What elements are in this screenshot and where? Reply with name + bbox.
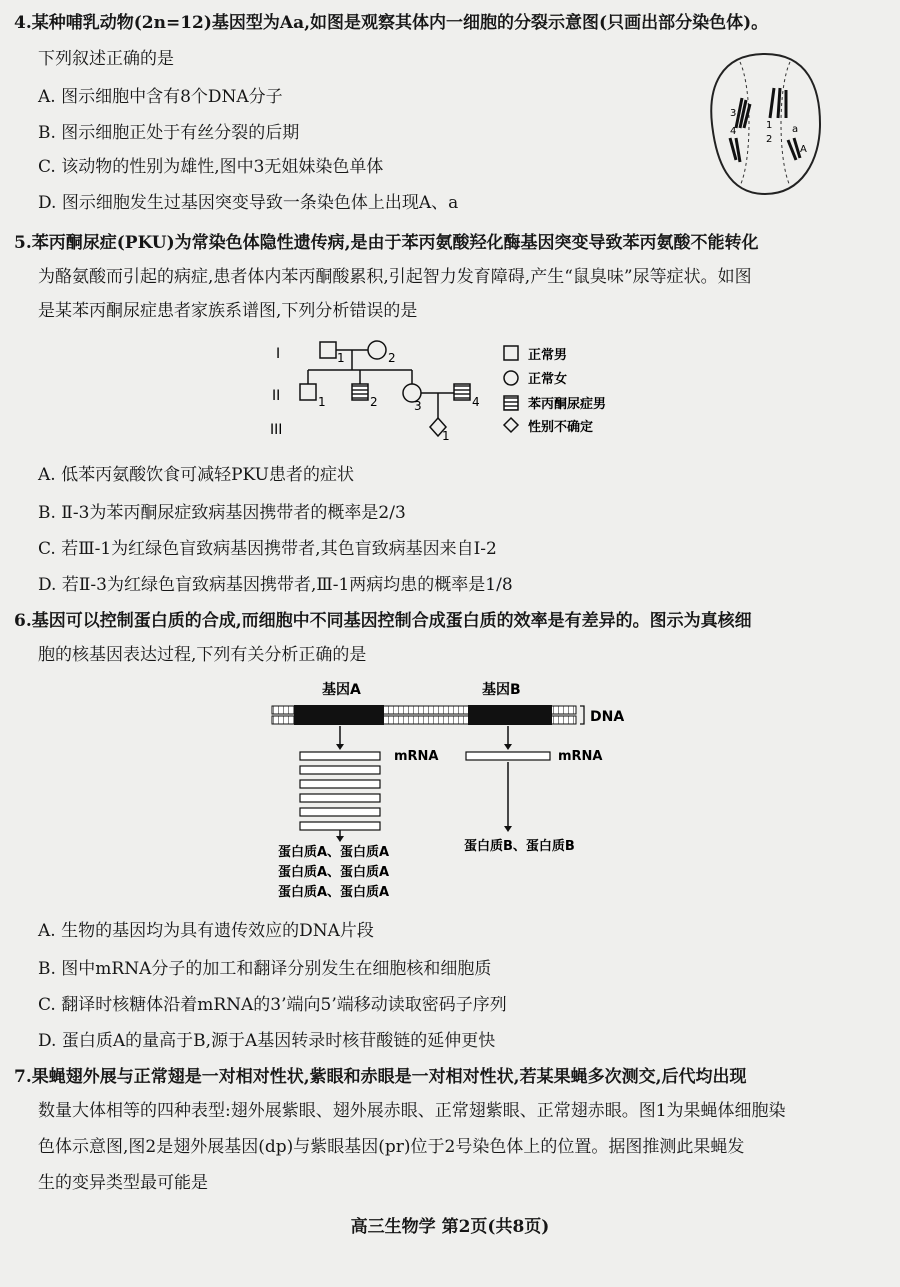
q4-fig-label-2: 2 xyxy=(766,134,773,145)
q4-fig-label-3: 3 xyxy=(730,108,737,119)
q5-stem-line3: 是某苯丙酮尿症患者家族系谱图,下列分析错误的是 xyxy=(38,301,418,321)
q4-stem-line1: 4.某种哺乳动物(2n=12)基因型为Aa,如图是观察其体内一细胞的分裂示意图(只画出部分染色体)。 xyxy=(14,13,769,33)
q6-option-a: A. 生物的基因均为具有遗传效应的DNA片段 xyxy=(38,921,374,941)
q4-option-a: A. 图示细胞中含有8个DNA分子 xyxy=(38,87,283,107)
q5-option-a: A. 低苯丙氨酸饮食可减轻PKU患者的症状 xyxy=(38,465,354,485)
q4-fig-label-4: 4 xyxy=(730,126,737,137)
legend-pku-male: 苯丙酮尿症男 xyxy=(528,397,607,412)
protein-a-line3: 蛋白质A、蛋白质A xyxy=(278,885,390,900)
q6-option-c: C. 翻译时核糖体沿着mRNA的3’端向5’端移动读取密码子序列 xyxy=(38,995,507,1015)
legend-sex-unknown: 性别不确定 xyxy=(528,420,594,435)
q4-fig-label-A: A xyxy=(800,144,807,155)
q6-option-b: B. 图中mRNA分子的加工和翻译分别发生在细胞核和细胞质 xyxy=(38,959,492,979)
q4-stem-line2: 下列叙述正确的是 xyxy=(38,49,174,69)
q6-stem-line2: 胞的核基因表达过程,下列有关分析正确的是 xyxy=(38,645,367,665)
q5-pedigree-chart xyxy=(268,336,628,440)
legend-normal-male: 正常男 xyxy=(528,348,568,363)
mrna-b-label: mRNA xyxy=(558,749,603,764)
q4-fig-label-a: a xyxy=(792,124,799,135)
q4-option-d: D. 图示细胞发生过基因突变导致一条染色体上出现A、a xyxy=(38,193,459,213)
pedigree-I-1-label: 1 xyxy=(337,351,345,365)
protein-a-line2: 蛋白质A、蛋白质A xyxy=(278,865,390,880)
q5-stem-line1: 5.苯丙酮尿症(PKU)为常染色体隐性遗传病,是由于苯丙氨酸羟化酶基因突变导致苯丙氨酸不能转化 xyxy=(14,233,759,253)
q5-option-b: B. Ⅱ-3为苯丙酮尿症致病基因携带者的概率是2/3 xyxy=(38,503,406,523)
q4-cell-division-figure xyxy=(700,48,830,200)
q6-stem-line1: 6.基因可以控制蛋白质的合成,而细胞中不同基因控制合成蛋白质的效率是有差异的。图示为真核细 xyxy=(14,611,752,631)
q5-option-c: C. 若Ⅲ-1为红绿色盲致病基因携带者,其色盲致病基因来自Ⅰ-2 xyxy=(38,539,497,559)
gene-b-label: 基因B xyxy=(482,682,521,698)
pedigree-generation-3: III xyxy=(270,422,283,438)
q7-stem-line3: 色体示意图,图2是翅外展基因(dp)与紫眼基因(pr)位于2号染色体上的位置。据图推测此果蝇发 xyxy=(38,1137,745,1157)
dna-label: DNA xyxy=(590,709,625,725)
protein-a-line1: 蛋白质A、蛋白质A xyxy=(278,845,390,860)
pedigree-generation-1: I xyxy=(276,346,281,362)
pedigree-I-2-label: 2 xyxy=(388,351,396,365)
q4-fig-label-1: 1 xyxy=(766,120,773,131)
q5-option-d: D. 若Ⅱ-3为红绿色盲致病基因携带者,Ⅲ-1两病均患的概率是1/8 xyxy=(38,575,513,595)
mrna-a-label: mRNA xyxy=(394,749,439,764)
pedigree-II-3-label: 3 xyxy=(414,399,422,413)
pedigree-II-4-label: 4 xyxy=(472,395,480,409)
q7-stem-line2: 数量大体相等的四种表型:翅外展紫眼、翅外展赤眼、正常翅紫眼、正常翅赤眼。图1为果蝇体细胞染 xyxy=(38,1101,786,1121)
q6-gene-expression-figure xyxy=(268,678,638,904)
q4-option-c: C. 该动物的性别为雄性,图中3无姐妹染色单体 xyxy=(38,157,384,177)
q4-option-b: B. 图示细胞正处于有丝分裂的后期 xyxy=(38,123,300,143)
pedigree-II-2-label: 2 xyxy=(370,395,378,409)
protein-b-label: 蛋白质B、蛋白质B xyxy=(464,839,575,854)
legend-normal-female: 正常女 xyxy=(528,372,568,387)
gene-a-label: 基因A xyxy=(322,682,361,698)
pedigree-II-1-label: 1 xyxy=(318,395,326,409)
pedigree-III-1-label: 1 xyxy=(442,429,450,440)
pedigree-generation-2: II xyxy=(272,388,281,404)
q6-option-d: D. 蛋白质A的量高于B,源于A基因转录时核苷酸链的延伸更快 xyxy=(38,1031,496,1051)
page-footer: 高三生物学 第2页(共8页) xyxy=(350,1217,550,1237)
q7-stem-line1: 7.果蝇翅外展与正常翅是一对相对性状,紫眼和赤眼是一对相对性状,若某果蝇多次测交,后代均出现 xyxy=(14,1067,747,1087)
q5-stem-line2: 为酪氨酸而引起的病症,患者体内苯丙酮酸累积,引起智力发育障碍,产生“鼠臭味”尿等症状。如图 xyxy=(38,267,752,287)
q7-stem-line4: 生的变异类型最可能是 xyxy=(38,1173,208,1193)
